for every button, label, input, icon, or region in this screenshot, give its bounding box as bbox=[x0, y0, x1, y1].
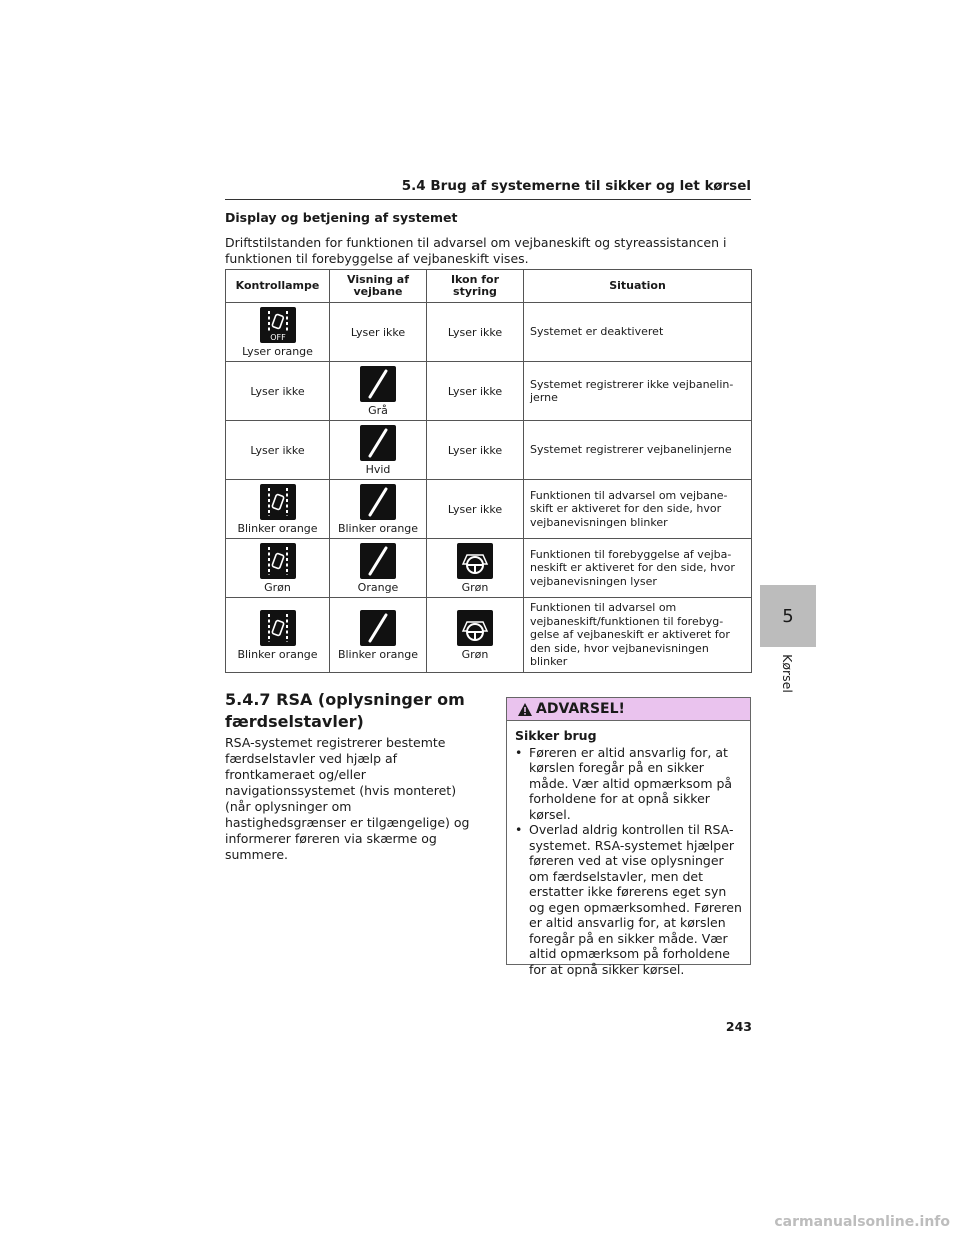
col-header-styring: Ikon for styring bbox=[427, 270, 524, 303]
warning-triangle-icon bbox=[517, 702, 533, 717]
chapter-tab: 5 bbox=[760, 585, 816, 647]
warning-list bbox=[515, 745, 742, 978]
display-heading: Display og betjening af systemet bbox=[225, 210, 458, 225]
kontrollampe-value: Grøn bbox=[264, 580, 291, 594]
lane-departure-off-icon bbox=[260, 307, 296, 343]
lane-status-table bbox=[225, 269, 752, 673]
warning-header bbox=[507, 698, 750, 721]
situation-value: Funktionen til forebyggelse af vejba-neskift er aktiveret for den side, hvor vejbanevisningen lyser bbox=[524, 539, 752, 598]
kontrollampe-value: Blinker orange bbox=[237, 647, 318, 661]
styring-value: Lyser ikke bbox=[427, 421, 524, 480]
kontrollampe-value: Lyser ikke bbox=[226, 362, 330, 421]
running-header: 5.4 Brug af systemerne til sikker og let kørsel bbox=[225, 178, 751, 200]
situation-value: Systemet er deaktiveret bbox=[524, 303, 752, 362]
lane-line-icon bbox=[360, 366, 396, 402]
table-row bbox=[226, 539, 752, 598]
styring-value: Lyser ikke bbox=[427, 480, 524, 539]
col-header-vejbane: Visning af vejbane bbox=[330, 270, 427, 303]
kontrollampe-value: Blinker orange bbox=[237, 521, 318, 535]
section-title-rsa: 5.4.7 RSA (oplysninger om færdselstavler) bbox=[225, 690, 465, 731]
vejbane-value: Lyser ikke bbox=[330, 303, 427, 362]
steering-assist-icon bbox=[457, 543, 493, 579]
steering-assist-icon bbox=[457, 610, 493, 646]
lane-departure-icon bbox=[260, 484, 296, 520]
lane-line-icon bbox=[360, 425, 396, 461]
vejbane-value: Grå bbox=[368, 403, 388, 417]
situation-value: Funktionen til advarsel om vejbaneskift/funktionen til forebyg-gelse af vejbaneskift er aktiveret for den side, hvor vejbanevisningen blinker bbox=[524, 598, 752, 673]
col-header-kontrollampe: Kontrollampe bbox=[226, 270, 330, 303]
svg-text:OFF: OFF bbox=[269, 332, 286, 342]
situation-value: Systemet registrerer vejbanelinjerne bbox=[524, 421, 752, 480]
watermark: carmanualsonline.info bbox=[774, 1214, 950, 1230]
table-header-row bbox=[226, 270, 752, 303]
vejbane-value: Blinker orange bbox=[337, 521, 419, 535]
lane-departure-icon bbox=[260, 543, 296, 579]
list-item: • Føreren er altid ansvarlig for, at kørslen foregår på en sikker måde. Vær altid opmærksom på forholdene for at opnå sikker kørsel. bbox=[515, 745, 742, 823]
display-intro: Driftstilstanden for funktionen til advarsel om vejbaneskift og styreassistancen i funktionen til forebyggelse af vejbaneskift vises. bbox=[225, 235, 727, 266]
vejbane-value: Hvid bbox=[365, 462, 391, 476]
table-row bbox=[226, 480, 752, 539]
styring-value: Lyser ikke bbox=[427, 362, 524, 421]
styring-value: Grøn bbox=[461, 580, 489, 594]
situation-value: Systemet registrerer ikke vejbanelin-jerne bbox=[524, 362, 752, 421]
list-item: • Overlad aldrig kontrollen til RSA-systemet. RSA-systemet hjælper føreren ved at vise oplysninger om færdselstavler, men det erstatter ikke førerens eget syn og egen opmærksomhed. Føreren er altid ansvarlig for, at kørslen foregår på en sikker måde. Vær altid opmærksom på forholdene for at opnå sikker kørsel. bbox=[515, 822, 742, 977]
styring-value: Lyser ikke bbox=[427, 303, 524, 362]
page-number: 243 bbox=[725, 1019, 752, 1034]
vejbane-value: Blinker orange bbox=[337, 647, 419, 661]
rsa-body: RSA-systemet registrerer bestemte færdselstavler ved hjælp af frontkameraet og/eller navigationssystemet (hvis monteret) (når oplysninger om hastighedsgrænser er tilgængelige) og informerer føreren via skærme og summere. bbox=[225, 735, 470, 862]
warning-body bbox=[507, 721, 750, 977]
table-row bbox=[226, 303, 752, 362]
lane-line-icon bbox=[360, 543, 396, 579]
warning-label: ADVARSEL! bbox=[536, 701, 625, 717]
lane-line-icon bbox=[360, 484, 396, 520]
lane-departure-icon bbox=[260, 610, 296, 646]
kontrollampe-value: Lyser ikke bbox=[226, 421, 330, 480]
table-row bbox=[226, 421, 752, 480]
chapter-label: Kørsel bbox=[779, 653, 795, 693]
situation-value: Funktionen til advarsel om vejbane-skift er aktiveret for den side, hvor vejbanevisningen blinker bbox=[524, 480, 752, 539]
vejbane-value: Orange bbox=[357, 580, 399, 594]
col-header-situation: Situation bbox=[524, 270, 752, 303]
table-row bbox=[226, 598, 752, 673]
warning-title: Sikker brug bbox=[515, 728, 597, 743]
kontrollampe-value: Lyser orange bbox=[242, 344, 313, 358]
warning-box bbox=[506, 697, 751, 977]
table-row bbox=[226, 362, 752, 421]
lane-line-icon bbox=[360, 610, 396, 646]
styring-value: Grøn bbox=[461, 647, 489, 661]
